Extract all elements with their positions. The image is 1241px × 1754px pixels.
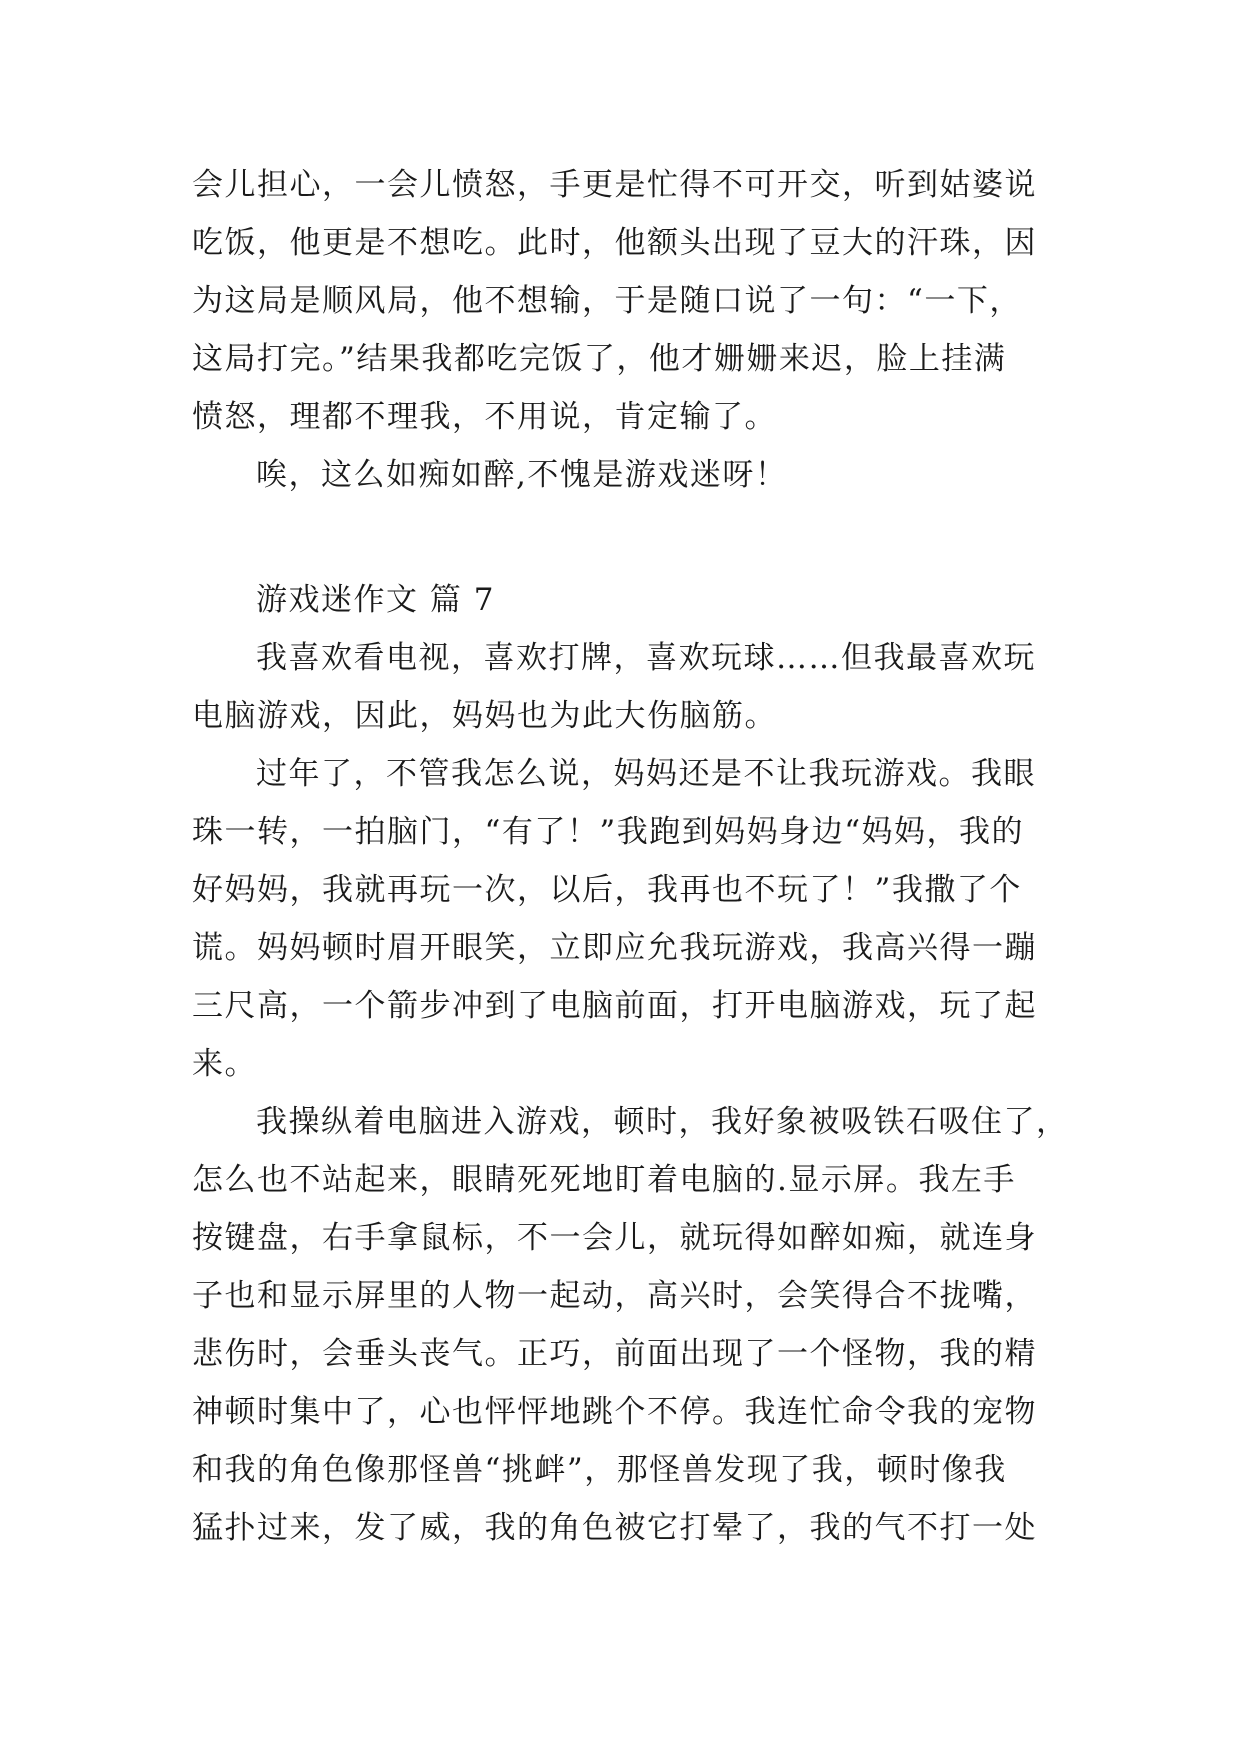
paragraph-line: 神顿时集中了，心也怦怦地跳个不停。我连忙命令我的宠物: [192, 1394, 1037, 1430]
essay-section-7: [192, 571, 1069, 1557]
paragraph-line: 按键盘，右手拿鼠标，不一会儿，就玩得如醉如痴，就连身: [192, 1220, 1037, 1256]
paragraph-line: 怎么也不站起来，眼睛死死地盯着电脑的.显示屏。我左手: [192, 1162, 1016, 1198]
paragraph-line: 这局打完。”结果我都吃完饭了，他才姗姗来迟，脸上挂满: [192, 341, 1007, 377]
paragraph-line: 来。: [192, 1046, 257, 1082]
paragraph-line: 为这局是顺风局，他不想输，于是随口说了一句：“一下，: [192, 283, 1022, 319]
paragraph-line: 猛扑过来，发了威，我的角色被它打晕了，我的气不打一处: [192, 1510, 1037, 1546]
paragraph-line: 子也和显示屏里的人物一起动，高兴时，会笑得合不拢嘴，: [192, 1278, 1037, 1314]
essay-continuation: [192, 156, 1052, 504]
paragraph-line: 我喜欢看电视，喜欢打牌，喜欢玩球……但我最喜欢玩: [256, 640, 1036, 676]
paragraph-line: 愤怒，理都不理我，不用说，肯定输了。: [192, 399, 777, 435]
paragraph-line: 悲伤时，会垂头丧气。正巧，前面出现了一个怪物，我的精: [192, 1336, 1037, 1372]
paragraph-line: 过年了，不管我怎么说，妈妈还是不让我玩游戏。我眼: [256, 756, 1036, 792]
paragraph-line: 谎。妈妈顿时眉开眼笑，立即应允我玩游戏，我高兴得一蹦: [192, 930, 1037, 966]
closing-paragraph: 唉，这么如痴如醉,不愧是游戏迷呀！: [256, 457, 788, 493]
paragraph-line: 珠一转，一拍脑门，“有了！”我跑到妈妈身边“妈妈，我的: [192, 814, 1025, 850]
paragraph-line: 好妈妈，我就再玩一次，以后，我再也不玩了！”我撒了个: [192, 872, 1022, 908]
paragraph-line: 吃饭，他更是不想吃。此时，他额头出现了豆大的汗珠，因: [192, 225, 1037, 261]
section-heading: 游戏迷作文 篇 7: [256, 582, 495, 618]
paragraph-line: 会儿担心，一会儿愤怒，手更是忙得不可开交，听到姑婆说: [192, 167, 1037, 203]
paragraph-line: 三尺高，一个箭步冲到了电脑前面，打开电脑游戏，玩了起: [192, 988, 1037, 1024]
paragraph-line: 电脑游戏，因此，妈妈也为此大伤脑筋。: [192, 698, 777, 734]
paragraph-line: 和我的角色像那怪兽“挑衅”，那怪兽发现了我，顿时像我: [192, 1452, 1007, 1488]
paragraph-line: 我操纵着电脑进入游戏，顿时，我好象被吸铁石吸住了，: [256, 1104, 1069, 1140]
